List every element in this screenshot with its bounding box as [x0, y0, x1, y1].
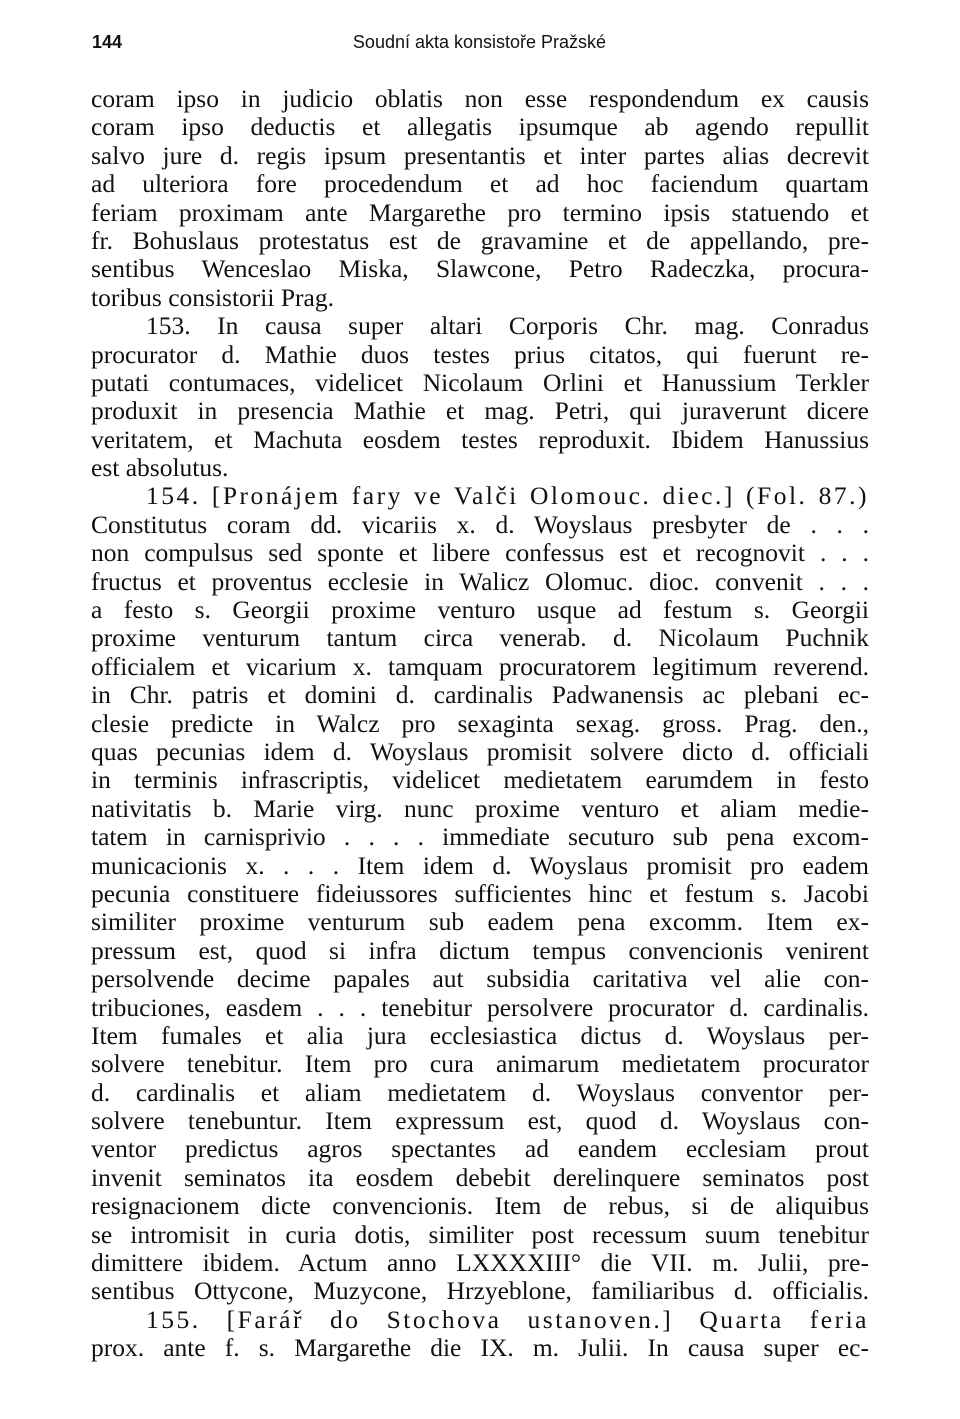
text-line: solvere tenebitur. Item pro cura animarum medietatem procurator — [91, 1049, 869, 1079]
text-line: 154. [Pronájem fary ve Valči Olomouc. diec.] (Fol. 87.) — [146, 481, 869, 511]
text-line: prox. ante f. s. Margarethe die IX. m. Julii. In causa super ec- — [91, 1333, 869, 1363]
page-header — [92, 32, 867, 56]
text-line: procurator d. Mathie duos testes prius citatos, qui fuerunt re- — [91, 339, 869, 369]
text-line: in terminis infrascriptis, videlicet medietatem earumdem in festo — [91, 765, 869, 795]
text-line: officialem et vicarium x. tamquam procuratorem legitimum reverend. — [91, 651, 869, 681]
text-line: persolvende decime papales aut subsidia caritativa vel alie con- — [91, 964, 869, 994]
running-title: Soudní akta konsistoře Pražské — [352, 32, 607, 52]
text-line: se intromisit in curia dotis, similiter post recessum suum tenebitur — [91, 1219, 869, 1249]
text-line: non compulsus sed sponte et libere confessus est et recognovit . . . — [91, 538, 869, 568]
text-line: 153. In causa super altari Corporis Chr. mag. Conradus — [146, 311, 869, 341]
text-line: nativitatis b. Marie virg. nunc proxime venturo et aliam medie- — [91, 793, 869, 823]
text-line: fructus et proventus ecclesie in Walicz Olomuc. dioc. convenit . . . — [91, 566, 869, 596]
text-line: municacionis x. . . . Item idem d. Woyslaus promisit pro eadem — [91, 850, 869, 880]
text-line: clesie predicte in Walcz pro sexaginta sexag. gross. Prag. den., — [91, 708, 869, 738]
text-line: toribus consistorii Prag. — [91, 282, 334, 312]
text-line: solvere tenebuntur. Item expressum est, quod d. Woyslaus con- — [91, 1106, 869, 1136]
text-line: tribuciones, easdem . . . tenebitur persolvere procurator d. cardinalis. — [91, 992, 869, 1022]
text-line: salvo jure d. regis ipsum presentantis et inter partes alias decrevit — [91, 140, 869, 170]
text-line: pressum est, quod si infra dictum tempus convencionis venirent — [91, 935, 869, 965]
text-line: dimittere ibidem. Actum anno LXXXXIII° die VII. m. Julii, pre- — [91, 1248, 869, 1278]
text-line: ad ulteriora fore procedendum et ad hoc faciendum quartam — [91, 169, 869, 199]
text-line: est absolutus. — [91, 453, 229, 483]
text-line: 155. [Farář do Stochova ustanoven.] Quarta feria — [146, 1304, 869, 1334]
page-number: 144 — [92, 32, 123, 52]
text-line: pecunia constituere fideiussores sufficientes hinc et festum s. Jacobi — [91, 878, 869, 908]
text-line: in Chr. patris et domini d. cardinalis Padwanensis ac plebani ec- — [91, 680, 869, 710]
body-text — [91, 85, 869, 1363]
text-line: a festo s. Georgii proxime venturo usque ad festum s. Georgii — [91, 595, 869, 625]
text-line: resignacionem dicte convencionis. Item de rebus, si de aliquibus — [91, 1191, 869, 1221]
text-line: quas pecunias idem d. Woyslaus promisit solvere dicto d. officiali — [91, 736, 869, 766]
text-line: coram ipso in judicio oblatis non esse respondendum ex causis — [91, 84, 869, 113]
text-line: sentibus Wenceslao Miska, Slawcone, Petro Radeczka, procura- — [91, 254, 869, 284]
text-line: invenit seminatos ita eosdem debebit derelinquere seminatos post — [91, 1162, 869, 1192]
text-line: similiter proxime venturum sub eadem pena excomm. Item ex- — [91, 907, 869, 937]
text-line: produxit in presencia Mathie et mag. Petri, qui juraverunt dicere — [91, 396, 869, 426]
text-line: veritatem, et Machuta eosdem testes reproduxit. Ibidem Hanussius — [91, 424, 869, 454]
text-line: d. cardinalis et aliam medietatem d. Woyslaus conventor per- — [91, 1077, 869, 1107]
text-line: coram ipso deductis et allegatis ipsumque ab agendo repullit — [91, 112, 869, 142]
text-line: Constitutus coram dd. vicariis x. d. Woyslaus presbyter de . . . — [91, 509, 869, 539]
text-line: proxime venturum tantum circa venerab. d. Nicolaum Puchnik — [91, 623, 869, 653]
text-line: Item fumales et alia jura ecclesiastica dictus d. Woyslaus per- — [91, 1020, 869, 1050]
text-line: feriam proximam ante Margarethe pro termino ipsis statuendo et — [91, 197, 869, 227]
text-line: fr. Bohuslaus protestatus est de gravamine et de appellando, pre- — [91, 225, 869, 255]
text-line: putati contumaces, videlicet Nicolaum Orlini et Hanussium Terkler — [91, 367, 869, 397]
text-line: ventor predictus agros spectantes ad eandem ecclesiam prout — [91, 1134, 869, 1164]
text-line: tatem in carnisprivio . . . . immediate secuturo sub pena excom- — [91, 822, 869, 852]
text-line: sentibus Ottycone, Muzycone, Hrzyeblone, familiaribus d. officialis. — [91, 1276, 869, 1306]
